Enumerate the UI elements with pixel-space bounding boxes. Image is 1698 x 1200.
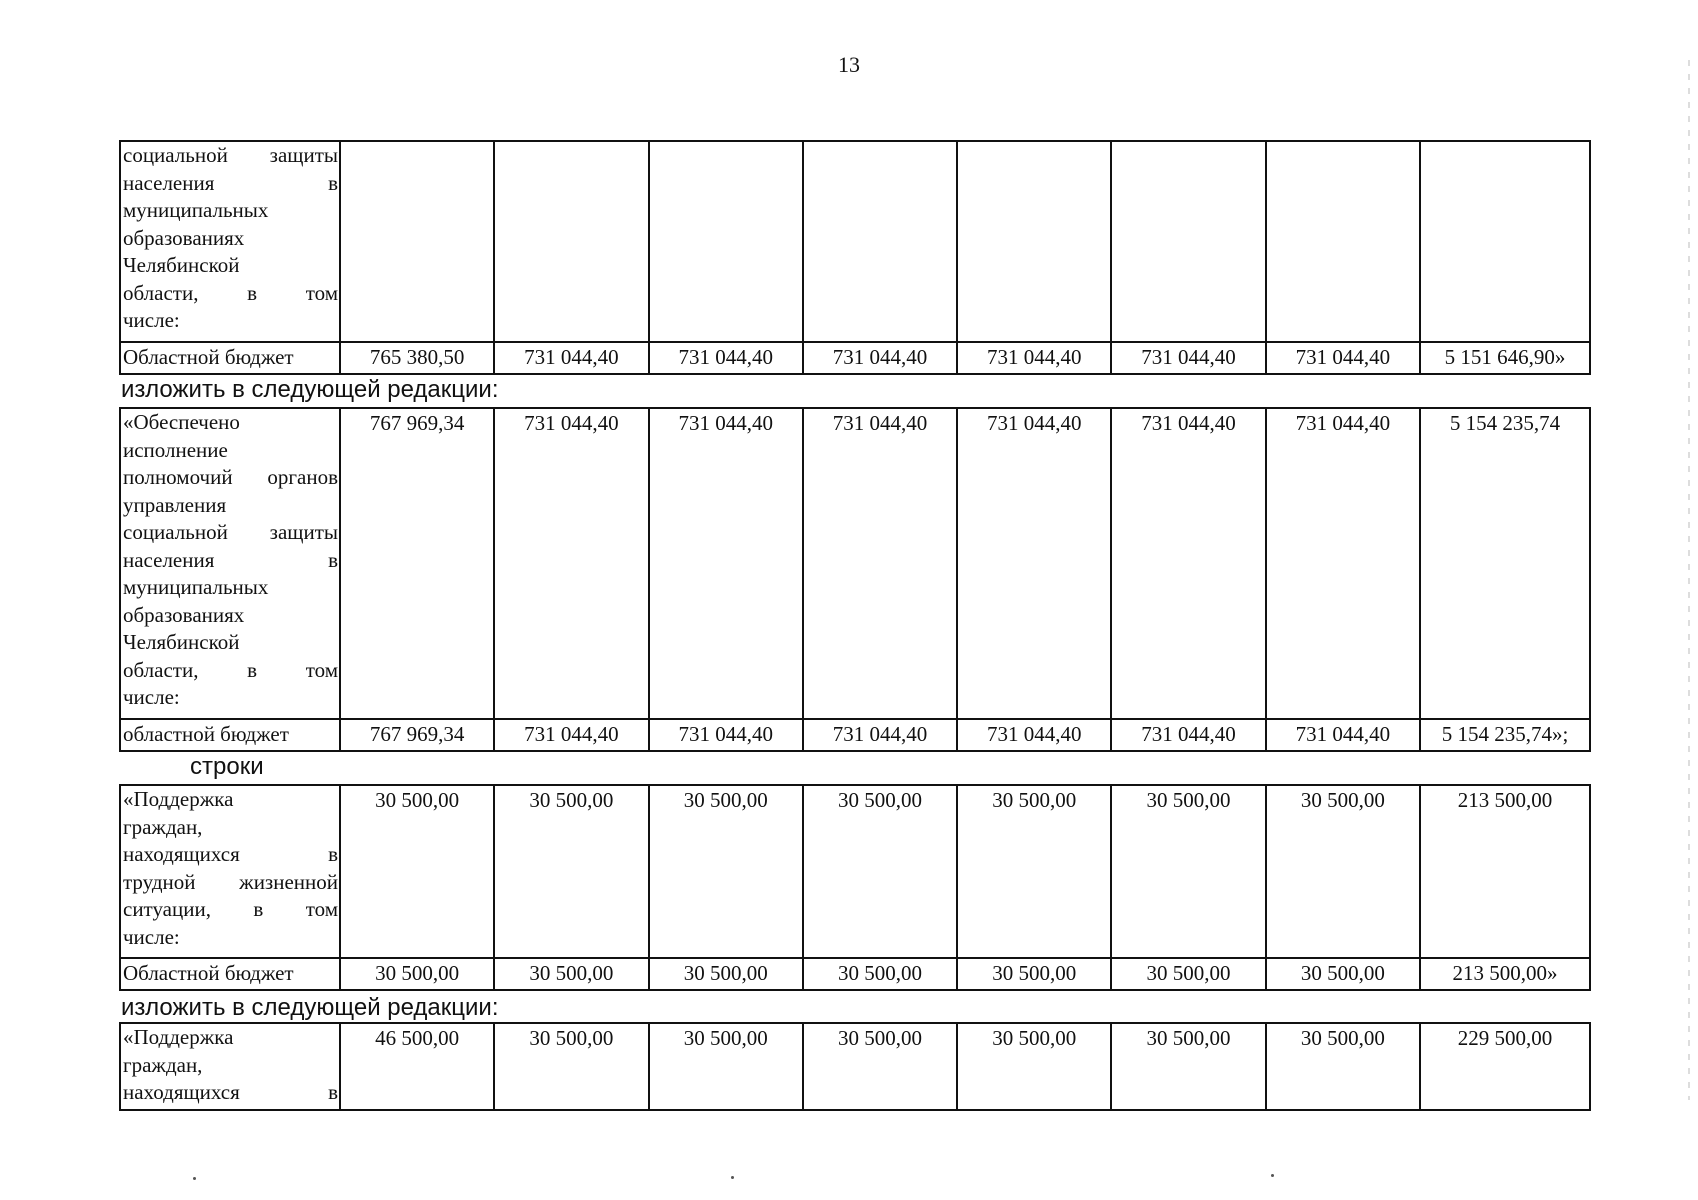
value-cell: 30 500,00 — [494, 785, 648, 958]
scan-speck — [731, 1176, 734, 1179]
scan-edge-artifact — [1688, 60, 1690, 1100]
value-cell: 731 044,40 — [649, 342, 803, 374]
budget-label-cell: Областной бюджет — [120, 958, 340, 990]
table-row — [120, 785, 1590, 958]
value-cell: 30 500,00 — [649, 1023, 803, 1110]
value-cell-total: 5 154 235,74 — [1420, 408, 1590, 719]
row-name-line: населения в — [123, 547, 338, 572]
row-name-line: числе: — [123, 924, 180, 949]
row-name-line: социальной защиты — [123, 143, 338, 167]
value-cell: 30 500,00 — [494, 1023, 648, 1110]
value-cell — [803, 141, 957, 342]
value-cell: 731 044,40 — [1266, 408, 1420, 719]
value-cell: 46 500,00 — [340, 1023, 494, 1110]
value-cell: 30 500,00 — [957, 785, 1111, 958]
row-name-line: находящихся в — [123, 842, 338, 866]
value-cell: 30 500,00 — [803, 785, 957, 958]
value-cell: 731 044,40 — [494, 719, 648, 751]
row-name-line: муниципальных — [123, 575, 269, 599]
budget-label-cell: Областной бюджет — [120, 342, 340, 374]
value-cell: 731 044,40 — [494, 408, 648, 719]
value-cell — [340, 141, 494, 342]
value-cell: 30 500,00 — [1111, 958, 1265, 990]
table-row — [120, 1023, 1590, 1110]
table-block-3 — [119, 784, 1591, 991]
value-cell: 30 500,00 — [803, 958, 957, 990]
value-cell: 30 500,00 — [1111, 1023, 1265, 1110]
value-cell: 731 044,40 — [1111, 719, 1265, 751]
value-cell: 731 044,40 — [1266, 719, 1420, 751]
value-cell: 30 500,00 — [340, 785, 494, 958]
row-name-line: числе: — [123, 308, 180, 332]
row-name-line: трудной жизненной — [123, 869, 338, 894]
value-cell — [494, 141, 648, 342]
value-cell: 731 044,40 — [1111, 408, 1265, 719]
table-row — [120, 342, 1590, 374]
row-name-line: образованиях — [123, 225, 245, 250]
row-name-cell — [120, 785, 340, 958]
value-cell: 731 044,40 — [803, 408, 957, 719]
table-row — [120, 719, 1590, 751]
value-cell — [1266, 141, 1420, 342]
value-cell: 30 500,00 — [340, 958, 494, 990]
value-cell-total: 229 500,00 — [1420, 1023, 1590, 1110]
table-row — [120, 958, 1590, 990]
value-cell: 30 500,00 — [1266, 785, 1420, 958]
caption-lines-notice: строки — [190, 753, 264, 780]
row-name-cell — [120, 408, 340, 719]
scan-speck — [1271, 1174, 1274, 1177]
value-cell: 765 380,50 — [340, 342, 494, 374]
row-name-line: граждан, — [123, 814, 203, 839]
scan-speck — [193, 1177, 196, 1180]
value-cell: 731 044,40 — [957, 408, 1111, 719]
value-cell-total: 5 151 646,90» — [1420, 342, 1590, 374]
row-name-line: находящихся в — [123, 1080, 338, 1104]
value-cell: 30 500,00 — [649, 785, 803, 958]
row-name-line: области, в том — [123, 657, 338, 682]
caption-edit-notice: изложить в следующей редакции: — [121, 376, 499, 403]
value-cell: 30 500,00 — [1266, 958, 1420, 990]
value-cell: 731 044,40 — [803, 342, 957, 374]
value-cell — [957, 141, 1111, 342]
table-block-1 — [119, 140, 1591, 375]
value-cell: 731 044,40 — [494, 342, 648, 374]
row-name-line: полномочий органов — [123, 465, 338, 489]
row-name-line: образованиях — [123, 602, 245, 627]
row-name-line: муниципальных — [123, 198, 269, 222]
row-name-cell — [120, 141, 340, 342]
row-name-line: «Обеспечено — [123, 410, 240, 434]
table-row — [120, 408, 1590, 719]
budget-label-cell: областной бюджет — [120, 719, 340, 751]
row-name-line: числе: — [123, 685, 180, 709]
value-cell: 731 044,40 — [803, 719, 957, 751]
value-cell: 30 500,00 — [957, 1023, 1111, 1110]
value-cell: 731 044,40 — [1111, 342, 1265, 374]
row-name-line: Челябинской — [123, 630, 240, 654]
row-name-line: исполнение — [123, 437, 228, 462]
table-block-4 — [119, 1022, 1591, 1111]
value-cell — [649, 141, 803, 342]
page-number: 13 — [838, 52, 860, 77]
value-cell: 767 969,34 — [340, 408, 494, 719]
row-name-line: управления — [123, 492, 227, 517]
value-cell — [1111, 141, 1265, 342]
value-cell: 30 500,00 — [1266, 1023, 1420, 1110]
value-cell-total — [1420, 141, 1590, 342]
row-name-line: ситуации, в том — [123, 897, 338, 921]
row-name-line: населения в — [123, 170, 338, 195]
table-row — [120, 141, 1590, 342]
value-cell: 30 500,00 — [494, 958, 648, 990]
caption-edit-notice: изложить в следующей редакции: — [121, 994, 499, 1021]
value-cell: 30 500,00 — [649, 958, 803, 990]
row-name-line: Челябинской — [123, 253, 240, 277]
row-name-line: «Поддержка — [123, 787, 234, 811]
value-cell: 30 500,00 — [1111, 785, 1265, 958]
value-cell: 30 500,00 — [957, 958, 1111, 990]
row-name-line: социальной защиты — [123, 520, 338, 544]
value-cell: 731 044,40 — [957, 342, 1111, 374]
row-name-cell — [120, 1023, 340, 1110]
value-cell-total: 213 500,00» — [1420, 958, 1590, 990]
row-name-line: области, в том — [123, 280, 338, 305]
value-cell: 731 044,40 — [1266, 342, 1420, 374]
row-name-line: «Поддержка — [123, 1025, 234, 1049]
value-cell: 30 500,00 — [803, 1023, 957, 1110]
value-cell: 767 969,34 — [340, 719, 494, 751]
value-cell-total: 5 154 235,74»; — [1420, 719, 1590, 751]
value-cell: 731 044,40 — [649, 408, 803, 719]
table-block-2 — [119, 407, 1591, 752]
value-cell-total: 213 500,00 — [1420, 785, 1590, 958]
value-cell: 731 044,40 — [649, 719, 803, 751]
row-name-line: граждан, — [123, 1052, 203, 1077]
value-cell: 731 044,40 — [957, 719, 1111, 751]
